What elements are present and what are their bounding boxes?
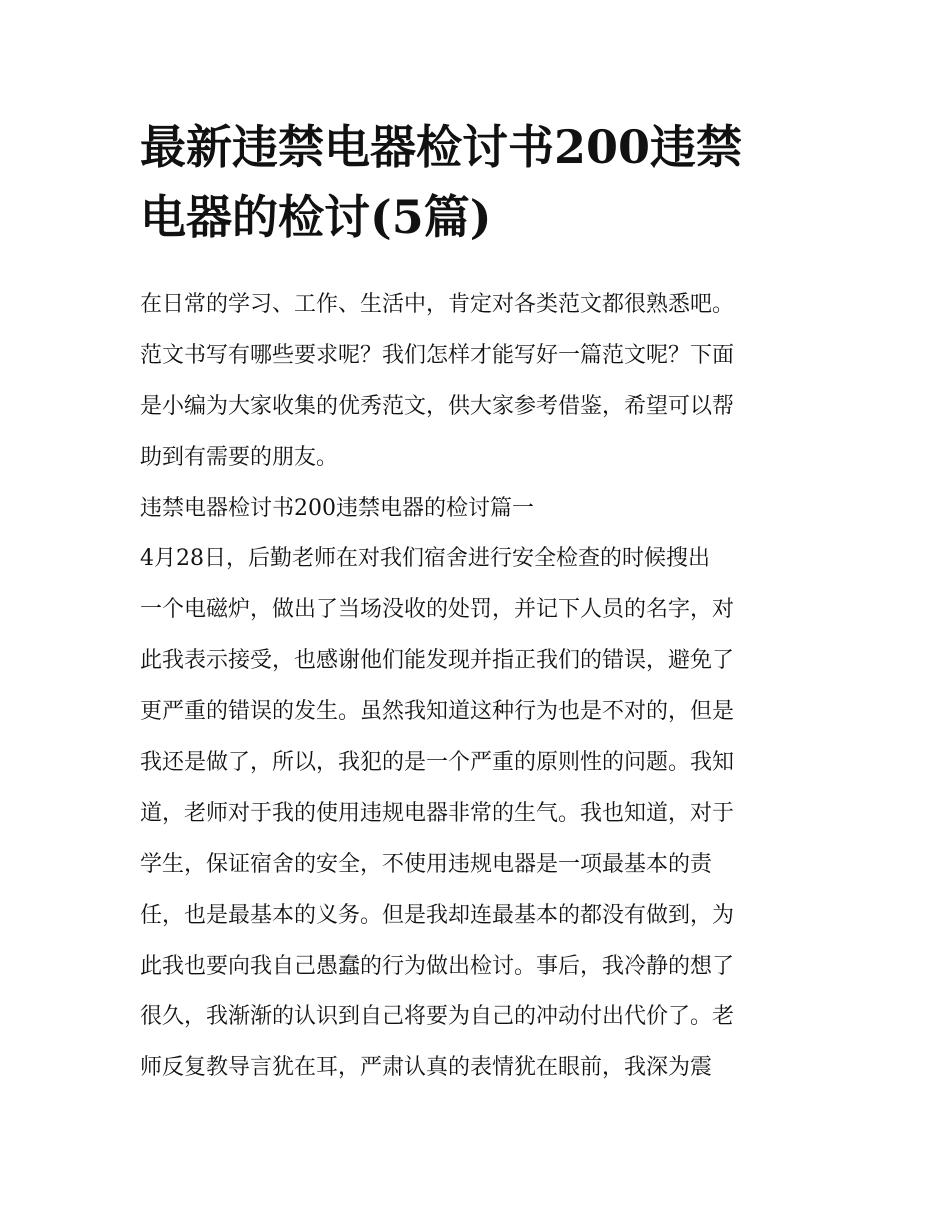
document-body — [140, 280, 820, 1094]
intro-line-2: 范文书写有哪些要求呢？我们怎样才能写好一篇范文呢？下面 — [140, 342, 735, 368]
paragraph-line-6: 道，老师对于我的使用违规电器非常的生气。我也知道，对于 — [140, 800, 735, 826]
document-title — [140, 112, 820, 252]
paragraph-line-11: 师反复教导言犹在耳，严肃认真的表情犹在眼前，我深为震 — [140, 1055, 713, 1081]
paragraph-line-4: 更严重的错误的发生。虽然我知道这种行为也是不对的，但是 — [140, 699, 735, 725]
intro-line-4: 助到有需要的朋友。 — [140, 444, 339, 470]
paragraph-line-10: 很久，我渐渐的认识到自己将要为自己的冲动付出代价了。老 — [140, 1004, 735, 1030]
section-heading: 违禁电器检讨书200违禁电器的检讨篇一 — [140, 495, 534, 521]
title-line-2: 电器的检讨(5篇) — [140, 190, 492, 244]
paragraph-line-2: 一个电磁炉，做出了当场没收的处罚，并记下人员的名字，对 — [140, 597, 735, 623]
paragraph-line-7: 学生，保证宿舍的安全，不使用违规电器是一项最基本的责 — [140, 851, 713, 877]
intro-line-3: 是小编为大家收集的优秀范文，供大家参考借鉴，希望可以帮 — [140, 393, 735, 419]
paragraph-line-5: 我还是做了，所以，我犯的是一个严重的原则性的问题。我知 — [140, 750, 735, 776]
title-line-1: 最新违禁电器检讨书200违禁 — [140, 120, 743, 174]
paragraph-line-3: 此我表示接受，也感谢他们能发现并指正我们的错误，避免了 — [140, 648, 735, 674]
paragraph-line-1: 4月28日，后勤老师在对我们宿舍进行安全检查的时候搜出 — [140, 546, 710, 572]
intro-line-1: 在日常的学习、工作、生活中，肯定对各类范文都很熟悉吧。 — [140, 292, 735, 317]
paragraph-line-9: 此我也要向我自己愚蠢的行为做出检讨。事后，我冷静的想了 — [140, 953, 735, 979]
paragraph-line-8: 任，也是最基本的义务。但是我却连最基本的都没有做到，为 — [140, 902, 735, 928]
